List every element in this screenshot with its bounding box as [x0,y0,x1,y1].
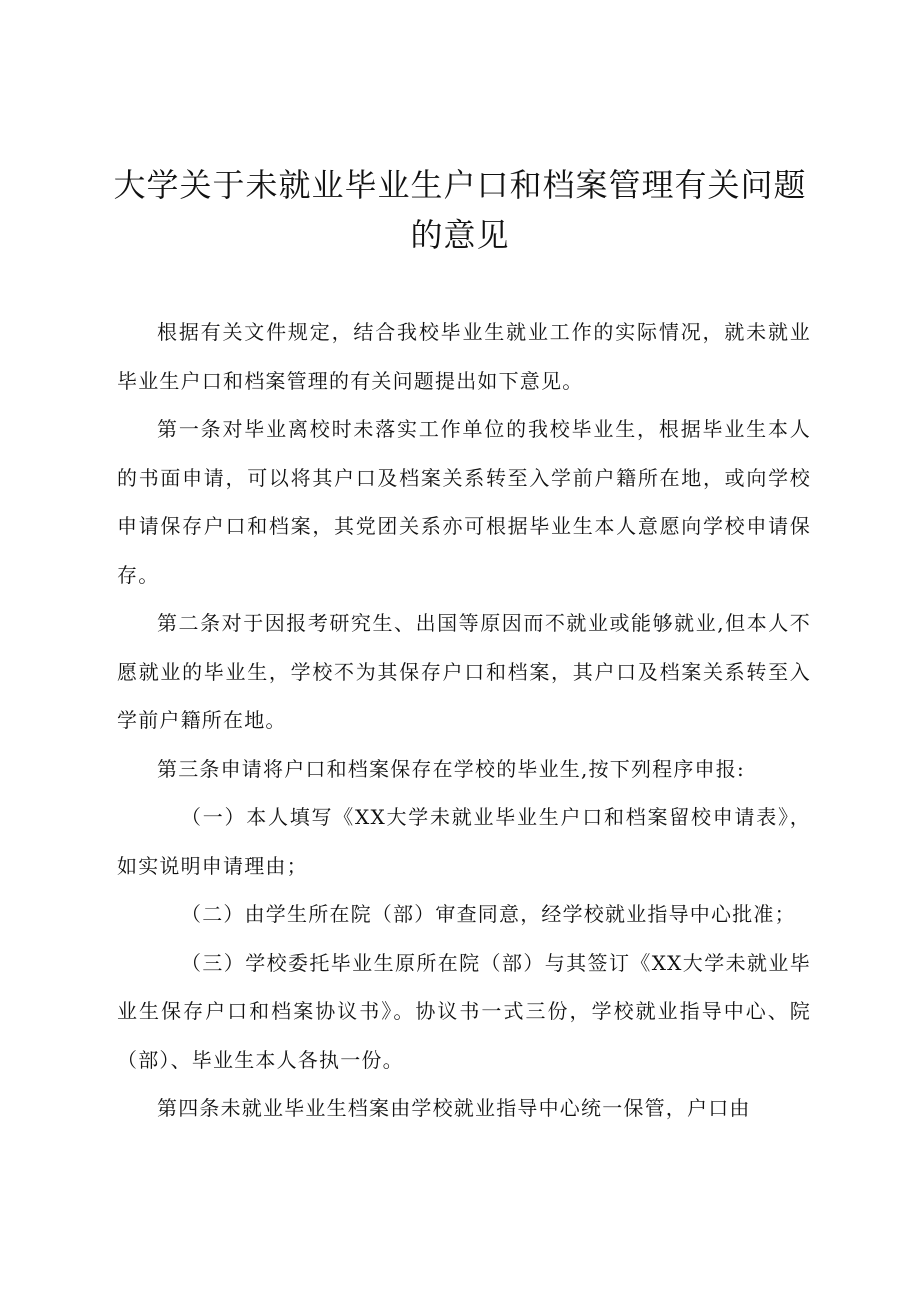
paragraph-step-3: （三）学校委托毕业生原所在院（部）与其签订《XX大学未就业毕业生保存户口和档案协议书》。协议书一式三份，学校就业指导中心、院（部）、毕业生本人各执一份。 [117,950,811,1072]
paragraph-step-2: （二）由学生所在院（部）审查同意，经学校就业指导中心批准； [181,902,796,926]
paragraph-intro: 根据有关文件规定，结合我校毕业生就业工作的实际情况，就未就业毕业生户口和档案管理的有关问题提出如下意见。 [117,320,811,393]
paragraph-article-2: 第二条对于因报考研究生、出国等原因而不就业或能够就业,但本人不愿就业的毕业生，学校不为其保存户口和档案，其户口及档案关系转至入学前户籍所在地。 [117,611,811,732]
paragraph-step-1: （一）本人填写《XX大学未就业毕业生户口和档案留校申请表》，如实说明申请理由； [117,805,811,878]
paragraph-article-3: 第三条申请将户口和档案保存在学校的毕业生,按下列程序申报: [157,756,745,781]
paragraph-article-4: 第四条未就业毕业生档案由学校就业指导中心统一保管，户口由 [157,1096,751,1120]
paragraph-article-1: 第一条对毕业离校时未落实工作单位的我校毕业生，根据毕业生本人的书面申请，可以将其户口及档案关系转至入学前户籍所在地，或向学校申请保存户口和档案，其党团关系亦可根据毕业生本人意愿向学校申请保存。 [117,417,811,587]
document-title: 大学关于未就业毕业生户口和档案管理有关问题的意见 [113,166,807,254]
document-body [117,308,811,1133]
